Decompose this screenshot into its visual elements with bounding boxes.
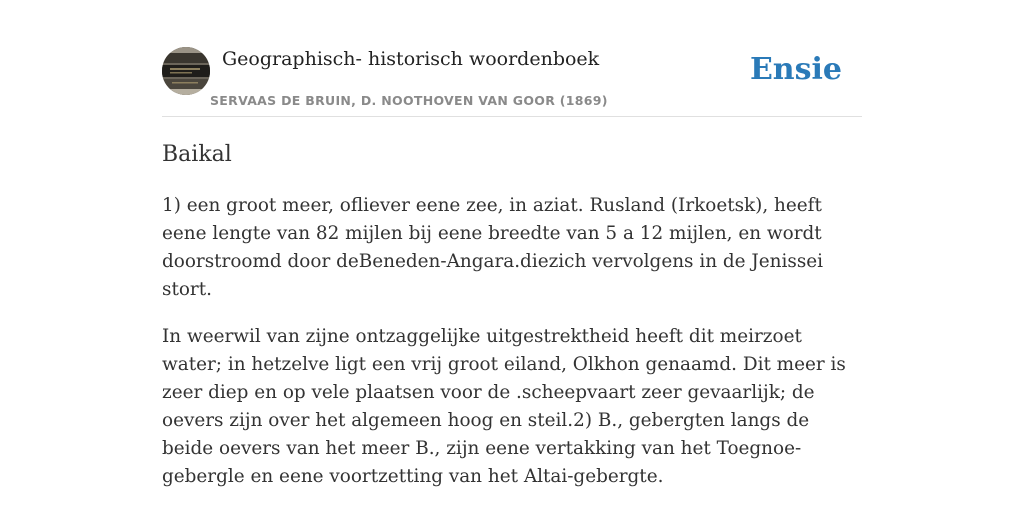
dictionary-header — [162, 40, 862, 117]
entry-paragraph: 1) een groot meer, ofliever eene zee, in aziat. Rusland (Irkoetsk), heeft eene lengte van 82 mijlen bij eene breedte van 5 a 12 mijlen, en wordt doorstroomd door deBeneden-Angara.diezich vervolgens in de Jenissei stort. — [162, 195, 824, 300]
book-cover-avatar[interactable] — [162, 47, 210, 95]
book-author[interactable]: SERVAAS DE BRUIN, D. NOOTHOVEN VAN GOOR (1869) — [210, 93, 608, 108]
entry-title: Baikal — [162, 142, 232, 167]
ensie-logo[interactable]: Ensie — [749, 52, 842, 87]
book-title[interactable]: Geographisch- historisch woordenboek — [222, 48, 600, 70]
entry-body — [162, 192, 866, 510]
entry-paragraph: In weerwil van zijne ontzaggelijke uitgestrektheid heeft dit meirzoet water; in hetzelve ligt een vrij groot eiland, Olkhon genaamd. Dit meer is zeer diep en op vele plaatsen voor de .scheepvaart zeer gevaarlijk; de oevers zijn over het algemeen hoog en steil.2) B., gebergten langs de beide oevers van het meer B., zijn eene vertakking van het Toegnoe-gebergle en eene voortzetting van het Altai-gebergte. — [162, 326, 846, 487]
book-stack-icon — [162, 47, 210, 95]
